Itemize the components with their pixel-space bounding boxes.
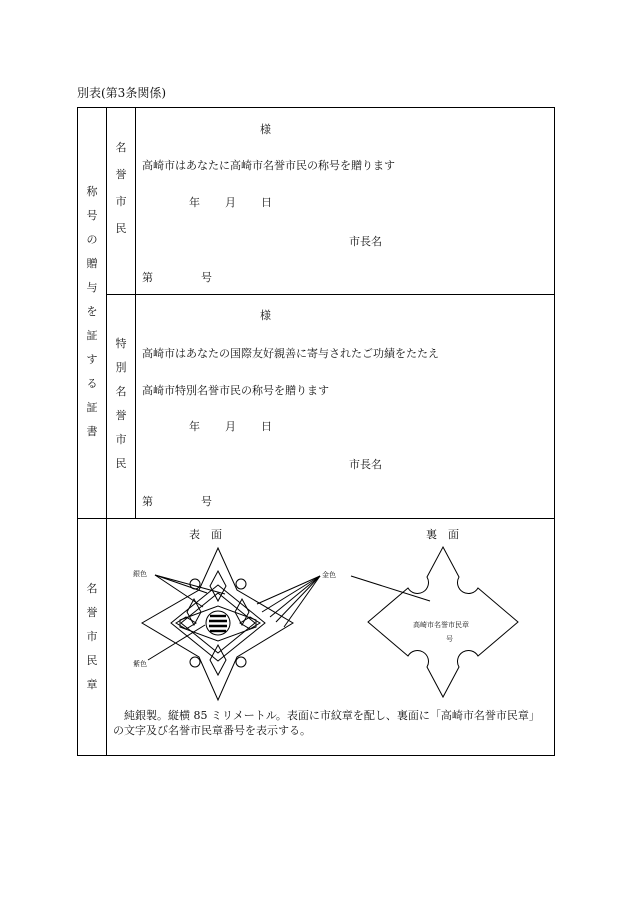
cert2-line2: 高崎市特別名誉市民の称号を贈ります bbox=[142, 384, 329, 397]
cert2-month: 月 bbox=[225, 420, 236, 433]
cert2-line1: 高崎市はあなたの国際友好親善に寄与されたご功績をたたえ bbox=[142, 347, 439, 360]
row-label-special-honorary-citizen: 特 別 名 誉 市 民 bbox=[115, 337, 127, 470]
label-silver: 銀色 bbox=[133, 570, 147, 578]
cert1-mayor: 市長名 bbox=[349, 235, 382, 248]
section-label-certificate: 称 号 の 贈 与 を 証 す る 証 書 bbox=[86, 185, 98, 438]
table-caption: 別表(第3条関係) bbox=[77, 86, 166, 100]
cert1-day: 日 bbox=[261, 196, 272, 209]
label-gold: 金色 bbox=[322, 571, 336, 579]
cert2-year: 年 bbox=[189, 420, 200, 433]
cert1-go: 号 bbox=[201, 271, 212, 284]
cert2-dai: 第 bbox=[142, 495, 153, 508]
cert1-sama: 様 bbox=[260, 123, 271, 136]
cert1-year: 年 bbox=[189, 196, 200, 209]
front-title: 表 面 bbox=[189, 528, 222, 541]
medal-description-line2: の文字及び名誉市民章番号を表示する。 bbox=[113, 724, 311, 737]
cert1-line1: 高崎市はあなたに高崎市名誉市民の称号を贈ります bbox=[142, 159, 395, 172]
section-label-medal: 名 誉 市 民 章 bbox=[86, 582, 98, 691]
cert1-dai: 第 bbox=[142, 271, 153, 284]
cert2-sama: 様 bbox=[260, 309, 271, 322]
back-text: 高崎市名誉市民章 bbox=[413, 621, 469, 629]
cert2-day: 日 bbox=[261, 420, 272, 433]
label-purple: 紫色 bbox=[133, 660, 147, 668]
row-label-honorary-citizen: 名 誉 市 民 bbox=[115, 141, 127, 235]
back-title: 裏 面 bbox=[426, 528, 459, 541]
medal-description-line1: 純銀製。縦横 85 ミリメートル。表面に市紋章を配し、裏面に「高崎市名誉市民章」 bbox=[124, 709, 540, 722]
back-number-go: 号 bbox=[446, 635, 453, 643]
cert2-go: 号 bbox=[201, 495, 212, 508]
cert1-month: 月 bbox=[225, 196, 236, 209]
cert2-mayor: 市長名 bbox=[349, 458, 382, 471]
